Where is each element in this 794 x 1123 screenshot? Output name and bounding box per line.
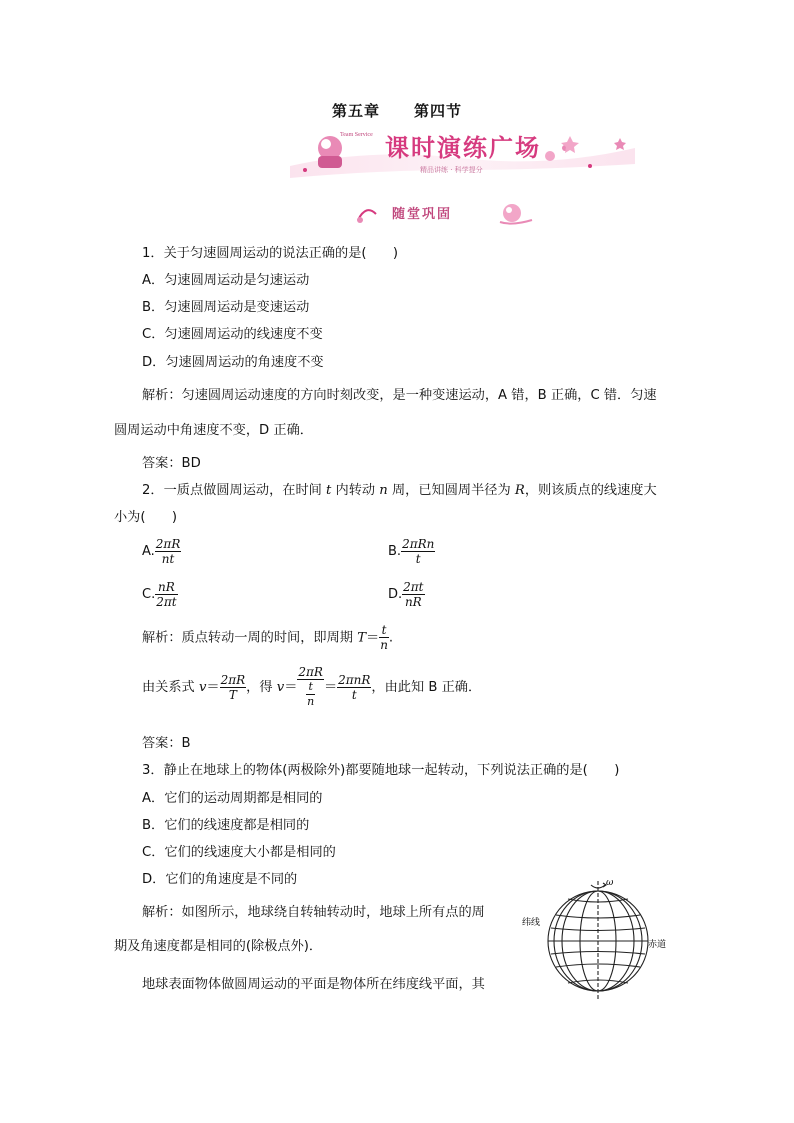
chapter-label: 第五章 — [331, 102, 380, 120]
q1-analysis-line2: 圆周运动中角速度不变，D 正确． — [114, 423, 313, 438]
q1-option-b: B．匀速圆周运动是变速运动 — [142, 300, 310, 315]
q1-analysis-line1: 解析：匀速圆周运动速度的方向时刻改变，是一种变速运动，A 错，B 正确，C 错．匀速 — [142, 388, 657, 403]
q3-option-b: B．它们的线速度都是相同的 — [142, 818, 310, 833]
q3-option-d: D．它们的角速度是不同的 — [142, 872, 298, 887]
fraction: $\frac{2\pi R}{T}$ — [220, 672, 246, 702]
latitude-label: 纬线 — [522, 918, 541, 928]
q1-option-a: A．匀速圆周运动是匀速运动 — [142, 273, 310, 288]
banner-title: 课时演练广场 — [385, 134, 541, 162]
ball-icon — [503, 204, 521, 222]
q3-analysis-line3: 地球表面物体做圆周运动的平面是物体所在纬度线平面，其 — [142, 977, 485, 992]
q2-analysis-line2: 由关系式 v＝ $\frac{2\pi R}{T}$ ，得 v＝ $\frac{2\pi R}{\frac{t}{n}}$ ＝ $\frac{\text{2πnR}}{t}$ ，由此知 B 正确． — [142, 665, 482, 708]
fraction: $\frac{\text{2πRn}}{t}$ — [402, 537, 435, 566]
q2-option-c: C. $\frac{nR}{2\pi t}$ — [142, 580, 177, 609]
q3-stem: 3．静止在地球上的物体(两极除外)都要随地球一起转动，下列说法正确的是( ) — [142, 763, 620, 778]
q2-option-b: B. $\frac{\text{2πRn}}{t}$ — [388, 537, 435, 566]
fraction: $\frac{2\pi t}{nR}$ — [403, 580, 424, 609]
q3-option-a: A．它们的运动周期都是相同的 — [142, 791, 323, 806]
q1-stem: 1．关于匀速圆周运动的说法正确的是( ) — [142, 246, 399, 261]
q2-option-a: A. $\frac{2\pi R}{nt}$ — [142, 537, 181, 566]
subbanner-graphic — [350, 200, 540, 226]
omega-label: ω — [606, 878, 614, 888]
q2-answer: 答案：B — [142, 736, 191, 751]
q2-analysis-line1: 解析：质点转动一周的时间，即周期 T＝ $\frac{t}{n}$ . — [142, 623, 394, 652]
fraction: $\frac{2\pi R}{nt}$ — [155, 537, 181, 566]
section-label: 第四节 — [414, 102, 463, 120]
q3-option-c: C．它们的线速度大小都是相同的 — [142, 845, 336, 860]
fraction: $\frac{nR}{2\pi t}$ — [156, 580, 177, 609]
compound-fraction: $\frac{2\pi R}{\frac{t}{n}}$ — [298, 665, 323, 708]
q2-stem-line1: 2．一质点做圆周运动，在时间 t 内转动 n 周，已知圆周半径为 R，则该质点的线速度大 — [142, 483, 657, 498]
fraction: $\frac{\text{2πnR}}{t}$ — [338, 672, 371, 702]
subbanner-title: 随堂巩固 — [392, 207, 453, 222]
banner-graphic — [290, 126, 635, 181]
q1-option-c: C．匀速圆周运动的线速度不变 — [142, 327, 323, 342]
q2-option-d: D. $\frac{2\pi t}{nR}$ — [388, 580, 424, 609]
banner-small-text: Team Service — [340, 132, 373, 138]
q3-analysis-line2: 期及角速度都是相同的(除极点外)． — [114, 939, 323, 954]
chapter-header — [0, 100, 794, 121]
globe-figure — [520, 875, 670, 1000]
equator-label: 赤道 — [648, 940, 667, 950]
q3-analysis-line1: 解析：如图所示，地球绕自转轴转动时，地球上所有点的周 — [142, 905, 485, 920]
q1-option-d: D．匀速圆周运动的角速度不变 — [142, 355, 324, 370]
q1-answer: 答案：BD — [142, 456, 201, 471]
q2-stem-line2: 小为( ) — [114, 510, 178, 525]
star-icon — [614, 138, 626, 150]
fraction: $\frac{t}{n}$ — [380, 623, 388, 652]
banner-tagline: 精品讲练 · 科学提分 — [420, 166, 483, 174]
